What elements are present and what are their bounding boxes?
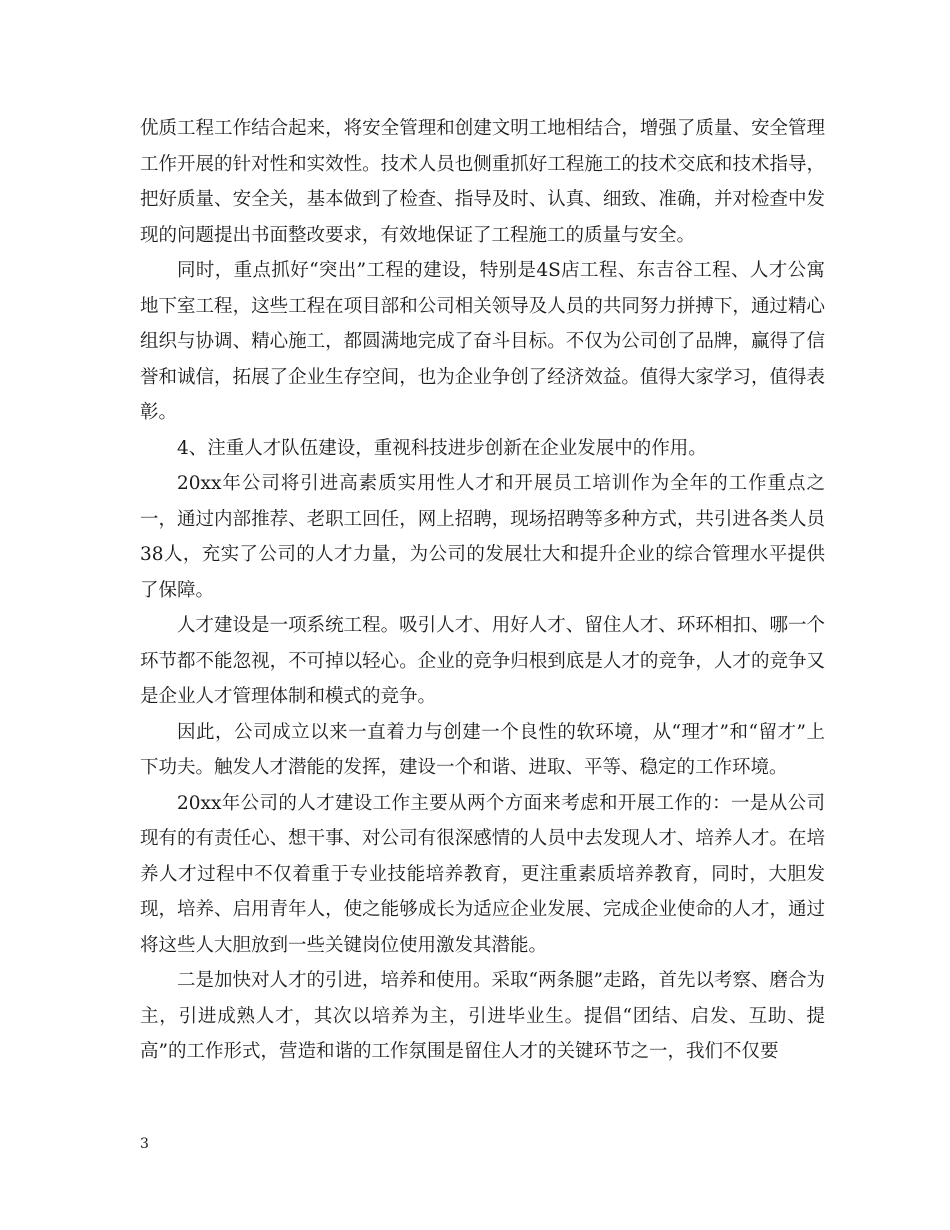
paragraph: 同时，重点抓好“突出”工程的建设，特别是4S店工程、东吉谷工程、人才公寓地下室工程，这些工程在项目部和公司相关领导及人员的共同努力拼搏下，通过精心组织与协调、精心施工，都圆满地完成了奋斗目标。不仅为公司创了品牌，赢得了信誉和诚信，拓展了企业生存空间，也为企业争创了经济效益。值得大家学习，值得表彰。 bbox=[140, 260, 825, 423]
section-heading: 4、注重人才队伍建设，重视科技进步创新在企业发展中的作用。 bbox=[177, 437, 707, 459]
paragraph: 人才建设是一项系统工程。吸引人才、用好人才、留住人才、环环相扣、哪一个环节都不能忽视，不可掉以轻心。企业的竞争归根到底是人才的竞争，人才的竞争又是企业人才管理体制和模式的竞争。 bbox=[140, 615, 825, 707]
paragraph: 二是加快对人才的引进，培养和使用。采取“两条腿”走路，首先以考察、磨合为主，引进成熟人才，其次以培养为主，引进毕业生。提倡“团结、启发、互助、提高”的工作形式，营造和谐的工作氛围是留住人才的关键环节之一，我们不仅要 bbox=[140, 970, 825, 1062]
paragraph-continuation: 优质工程工作结合起来，将安全管理和创建文明工地相结合，增强了质量、安全管理工作开展的针对性和实效性。技术人员也侧重抓好工程施工的技术交底和技术指导，把好质量、安全关，基本做到了检查、指导及时、认真、细致、准确，并对检查中发现的问题提出书面整改要求，有效地保证了工程施工的质量与安全。 bbox=[140, 118, 825, 246]
document-body bbox=[140, 111, 825, 1070]
paragraph: 20xx年公司将引进高素质实用性人才和开展员工培训作为全年的工作重点之一，通过内部推荐、老职工回任，网上招聘，现场招聘等多种方式，共引进各类人员38人，充实了公司的人才力量，为公司的发展壮大和提升企业的综合管理水平提供了保障。 bbox=[140, 473, 825, 601]
page-number: 3 bbox=[140, 1136, 149, 1152]
paragraph: 20xx年公司的人才建设工作主要从两个方面来考虑和开展工作的：一是从公司现有的有责任心、想干事、对公司有很深感情的人员中去发现人才、培养人才。在培养人才过程中不仅着重于专业技能培养教育，更注重素质培养教育，同时，大胆发现，培养、启用青年人，使之能够成长为适应企业发展、完成企业使命的人才，通过将这些人大胆放到一些关键岗位使用激发其潜能。 bbox=[140, 792, 825, 956]
paragraph: 因此，公司成立以来一直着力与创建一个良性的软环境，从“理才”和“留才”上下功夫。触发人才潜能的发挥，建设一个和谐、进取、平等、稳定的工作环境。 bbox=[140, 721, 825, 778]
